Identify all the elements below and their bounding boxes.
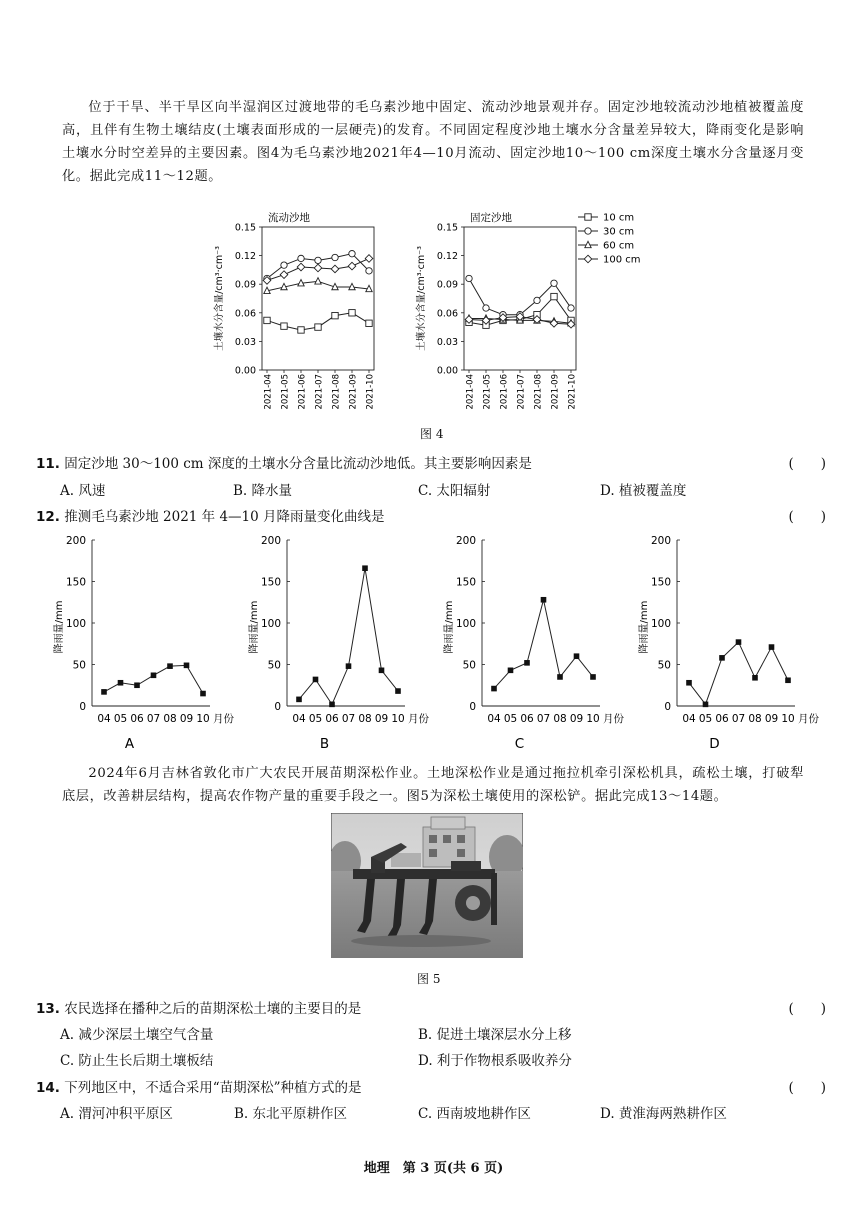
question-14-text: 下列地区中，不适合采用“苗期深松”种植方式的是 xyxy=(64,1080,362,1096)
soil-chart-1-point xyxy=(466,275,472,281)
rain-chart-3-ytick-label: 50 xyxy=(657,659,671,672)
intro-paragraph-2: 2024年6月吉林省敦化市广大农民开展苗期深松作业。土地深松作业是通过拖拉机牵引深松机具，疏松土壤，打破犁底层，改善耕层结构，提高农作物产量的重要手段之一。图5为深松土壤使用的深松铲。据此完成13～14题。 xyxy=(62,766,804,804)
rain-chart-0-xtick-label: 06 xyxy=(130,713,144,725)
rain-chart-0-point xyxy=(118,680,124,686)
soil-chart-0-xtick-label: 2021-07 xyxy=(314,374,325,410)
question-13-option-b[interactable]: B. 促进土壤深层水分上移 xyxy=(418,1027,572,1043)
soil-chart-1-ytick-label: 0.00 xyxy=(436,365,458,377)
rain-chart-0-xtick-label: 07 xyxy=(146,713,161,725)
rain-chart-0-ylabel: 降雨量/mm xyxy=(54,600,65,654)
soil-chart-0-point xyxy=(315,278,321,284)
question-14-answer-blank: ( ) xyxy=(788,1080,826,1096)
soil-chart-1-xtick-label: 2021-05 xyxy=(482,374,493,410)
question-13-answer-blank: ( ) xyxy=(788,1001,826,1017)
question-11-option-a[interactable]: A. 风速 xyxy=(60,483,106,499)
rain-chart-3-point xyxy=(736,639,742,645)
soil-chart-0-xtick-label: 2021-04 xyxy=(263,374,274,410)
rain-chart-2-line xyxy=(494,600,593,689)
figure-4-soil-moisture-charts xyxy=(210,205,660,420)
soil-chart-0-point xyxy=(281,323,287,329)
rain-chart-2-point xyxy=(574,653,580,659)
soil-chart-0-point xyxy=(298,255,304,261)
rain-chart-1-ytick-label: 100 xyxy=(260,618,281,630)
soil-chart-1-point xyxy=(550,319,558,327)
rain-chart-3-xtick-label: 05 xyxy=(698,713,713,725)
rain-chart-3-line xyxy=(689,642,788,704)
soil-chart-0-xtick-label: 2021-08 xyxy=(331,374,342,410)
question-11-text: 固定沙地 30～100 cm 深度的土壤水分含量比流动沙地低。其主要影响因素是 xyxy=(64,456,532,472)
rain-chart-2-ytick-label: 50 xyxy=(462,659,476,672)
soil-chart-1-xtick-label: 2021-04 xyxy=(465,374,476,410)
question-13-option-c[interactable]: C. 防止生长后期土壤板结 xyxy=(60,1053,214,1069)
rain-chart-0-point xyxy=(151,672,157,678)
rain-chart-1-point xyxy=(329,702,335,708)
rain-chart-3-xtick-label: 08 xyxy=(748,713,762,725)
rain-chart-3-xtick-label: 09 xyxy=(764,713,779,725)
rain-chart-0-point xyxy=(184,663,190,669)
question-14-option-a[interactable]: A. 渭河冲积平原区 xyxy=(60,1106,173,1122)
rain-chart-1-ytick-label: 0 xyxy=(274,701,281,713)
rain-chart-0-ytick-label: 150 xyxy=(65,576,86,589)
soil-chart-0-xtick-label: 2021-05 xyxy=(280,374,291,410)
soil-chart-0-point xyxy=(365,255,373,263)
legend-label: 60 cm xyxy=(603,240,635,252)
question-13-number: 13. xyxy=(36,1001,60,1017)
rain-chart-0-xtick-label: 10 xyxy=(196,713,210,725)
question-12-number: 12. xyxy=(36,509,60,525)
rain-chart-1-point xyxy=(313,677,319,683)
rain-chart-3-option-label: D xyxy=(709,736,720,752)
rain-chart-2-point xyxy=(541,597,547,603)
rain-chart-1-ylabel: 降雨量/mm xyxy=(249,600,260,654)
rain-chart-1-point xyxy=(296,697,302,703)
soil-chart-1-point xyxy=(551,293,557,299)
soil-chart-0-ylabel: 土壤水分含量/cm³·cm⁻³ xyxy=(214,246,225,351)
question-14-option-c[interactable]: C. 西南坡地耕作区 xyxy=(418,1106,531,1122)
rain-chart-1-ytick-label: 200 xyxy=(260,535,281,547)
legend-marker xyxy=(585,228,591,234)
soil-chart-0-point xyxy=(280,271,288,279)
rain-chart-0-line xyxy=(104,665,203,693)
soil-chart-0-point xyxy=(315,257,321,263)
rain-chart-3-xunit: 月份 xyxy=(798,713,819,725)
question-11-option-b[interactable]: B. 降水量 xyxy=(233,483,293,499)
rain-chart-1-option-label: B xyxy=(319,736,330,752)
figure-5-caption: 图 5 xyxy=(417,972,441,986)
rain-chart-2-xtick-label: 07 xyxy=(536,713,551,725)
soil-chart-0-point xyxy=(281,262,287,268)
rain-chart-3-point xyxy=(686,680,692,686)
soil-chart-0-point xyxy=(332,254,338,260)
rain-chart-2-xunit: 月份 xyxy=(603,713,624,725)
question-11-option-c[interactable]: C. 太阳辐射 xyxy=(418,483,491,499)
rain-chart-3-point xyxy=(769,644,775,650)
rain-chart-1-point xyxy=(379,668,385,674)
question-12 xyxy=(36,505,826,525)
legend-marker xyxy=(584,255,592,263)
rain-chart-0-point xyxy=(167,663,173,669)
figure-5-subsoiler-photo xyxy=(331,813,523,958)
rain-chart-0-option-label: A xyxy=(124,736,135,752)
rain-chart-2-xtick-label: 08 xyxy=(553,713,567,725)
rain-chart-2-point xyxy=(590,674,596,680)
page-footer: 地理 第 3 页(共 6 页) xyxy=(363,1161,504,1176)
legend-label: 30 cm xyxy=(603,226,635,238)
rain-chart-2-xtick-label: 09 xyxy=(569,713,584,725)
rain-chart-2-point xyxy=(557,674,563,680)
soil-chart-0-point xyxy=(366,268,372,274)
soil-chart-0-frame xyxy=(262,227,374,370)
soil-chart-0-ytick-label: 0.06 xyxy=(234,308,256,320)
rain-chart-0-ytick-label: 0 xyxy=(79,701,86,713)
rain-chart-1-xtick-label: 10 xyxy=(391,713,405,725)
intro-paragraph-1: 位于干旱、半干旱区向半湿润区过渡地带的毛乌素沙地中固定、流动沙地景观并存。固定沙地较流动沙地植被覆盖度高，且伴有生物土壤结皮(土壤表面形成的一层硬壳)的发育。不同固定程度沙地土壤水分含量差异较大，降雨变化是影响土壤水分时空差异的主要因素。图4为毛乌素沙地2021年4—10月流动、固定沙地10～100 cm深度土壤水分含量逐月变化。据此完成11～12题。 xyxy=(62,100,804,184)
soil-chart-1-xtick-label: 2021-10 xyxy=(567,374,578,410)
soil-chart-1-xtick-label: 2021-06 xyxy=(499,374,510,410)
rain-chart-0-ytick-label: 100 xyxy=(65,618,86,630)
soil-chart-0-point xyxy=(349,310,355,316)
rain-chart-0-xtick-label: 09 xyxy=(179,713,194,725)
rain-chart-1-point xyxy=(362,565,368,571)
rain-chart-2-point xyxy=(524,660,530,666)
question-11-answer-blank: ( ) xyxy=(788,456,826,472)
rain-chart-2-ytick-label: 0 xyxy=(469,701,476,713)
question-13 xyxy=(36,997,826,1017)
soil-chart-0-point xyxy=(349,250,355,256)
rain-chart-1-point xyxy=(346,663,352,669)
soil-chart-1-xtick-label: 2021-09 xyxy=(550,374,561,410)
soil-chart-1-title: 固定沙地 xyxy=(470,212,512,224)
question-11-number: 11. xyxy=(36,456,60,472)
question-11-option-d[interactable]: D. 植被覆盖度 xyxy=(600,483,687,499)
rain-chart-3-point xyxy=(752,675,758,681)
soil-chart-0-point xyxy=(366,320,372,326)
soil-chart-1-ylabel: 土壤水分含量/cm³·cm⁻³ xyxy=(416,246,427,351)
rain-chart-1-xtick-label: 09 xyxy=(374,713,389,725)
rain-chart-1-xtick-label: 08 xyxy=(358,713,372,725)
rain-chart-2-option-label: C xyxy=(514,736,525,752)
rain-chart-3-xtick-label: 10 xyxy=(781,713,795,725)
rain-chart-3-ylabel: 降雨量/mm xyxy=(639,600,650,654)
soil-chart-0-point xyxy=(314,264,322,272)
rain-chart-2-point xyxy=(491,686,497,692)
rain-chart-2-ytick-label: 200 xyxy=(455,535,476,547)
rain-chart-3-ytick-label: 100 xyxy=(650,618,671,630)
rain-chart-0-xtick-label: 08 xyxy=(163,713,177,725)
rain-chart-3-ytick-label: 0 xyxy=(664,701,671,713)
soil-chart-0-point xyxy=(331,265,339,273)
rain-chart-0-ytick-label: 50 xyxy=(72,659,86,672)
soil-chart-0-point xyxy=(348,262,356,270)
question-13-text: 农民选择在播种之后的苗期深松土壤的主要目的是 xyxy=(64,1001,362,1017)
soil-chart-1-ytick-label: 0.15 xyxy=(436,222,458,234)
rain-chart-2-xtick-label: 04 xyxy=(487,713,501,725)
soil-chart-0-ytick-label: 0.09 xyxy=(234,279,256,291)
rain-chart-0-ytick-label: 200 xyxy=(65,535,86,547)
rain-chart-1-ytick-label: 50 xyxy=(267,659,281,672)
rain-chart-3-point xyxy=(785,677,791,683)
question-14-option-d[interactable]: D. 黄淮海两熟耕作区 xyxy=(600,1106,727,1122)
rain-chart-3-xtick-label: 06 xyxy=(715,713,729,725)
rain-chart-1-xtick-label: 05 xyxy=(308,713,323,725)
soil-chart-0-point xyxy=(297,263,305,271)
soil-chart-0-point xyxy=(315,324,321,330)
rain-chart-3-ytick-label: 200 xyxy=(650,535,671,547)
rain-chart-0-point xyxy=(134,682,140,688)
rain-chart-2-xtick-label: 10 xyxy=(586,713,600,725)
rain-chart-0-xunit: 月份 xyxy=(213,713,234,725)
soil-chart-0-title: 流动沙地 xyxy=(268,212,310,224)
legend-label: 10 cm xyxy=(603,212,635,224)
soil-chart-1-ytick-label: 0.06 xyxy=(436,308,458,320)
question-12-answer-blank: ( ) xyxy=(788,509,826,525)
soil-chart-0-point xyxy=(264,317,270,323)
rain-chart-3-point xyxy=(703,702,709,708)
soil-chart-0-point xyxy=(332,312,338,318)
soil-chart-1-ytick-label: 0.03 xyxy=(436,336,458,348)
rain-chart-1-ytick-label: 150 xyxy=(260,576,281,589)
soil-chart-1-point xyxy=(568,305,574,311)
rain-chart-0-point xyxy=(101,689,107,695)
soil-chart-0-xtick-label: 2021-09 xyxy=(348,374,359,410)
soil-chart-1-xtick-label: 2021-08 xyxy=(533,374,544,410)
question-12-text: 推测毛乌素沙地 2021 年 4—10 月降雨量变化曲线是 xyxy=(64,509,385,525)
question-14 xyxy=(36,1076,826,1096)
rain-chart-3-xtick-label: 04 xyxy=(682,713,696,725)
rain-chart-1-point xyxy=(395,688,401,694)
rain-chart-1-xtick-label: 04 xyxy=(292,713,306,725)
rainfall-chart-options xyxy=(40,528,840,753)
soil-chart-0-ytick-label: 0.12 xyxy=(234,251,256,263)
rain-chart-1-xtick-label: 06 xyxy=(325,713,339,725)
rain-chart-1-line xyxy=(299,568,398,704)
rain-chart-2-ylabel: 降雨量/mm xyxy=(444,600,455,654)
rain-chart-1-xunit: 月份 xyxy=(408,713,429,725)
soil-chart-1-ytick-label: 0.09 xyxy=(436,279,458,291)
rain-chart-2-ytick-label: 150 xyxy=(455,576,476,589)
question-11 xyxy=(36,452,826,472)
rain-chart-3-point xyxy=(719,655,725,661)
soil-chart-0-ytick-label: 0.03 xyxy=(234,336,256,348)
soil-chart-1-point xyxy=(534,297,540,303)
legend-label: 100 cm xyxy=(603,254,641,266)
rain-chart-2-xtick-label: 05 xyxy=(503,713,518,725)
rain-chart-3-ytick-label: 150 xyxy=(650,576,671,589)
soil-chart-1-ytick-label: 0.12 xyxy=(436,251,458,263)
soil-chart-1-point xyxy=(483,305,489,311)
soil-chart-0-ytick-label: 0.00 xyxy=(234,365,256,377)
rain-chart-2-xtick-label: 06 xyxy=(520,713,534,725)
rain-chart-2-ytick-label: 100 xyxy=(455,618,476,630)
soil-chart-0-point xyxy=(298,327,304,333)
soil-chart-1-xtick-label: 2021-07 xyxy=(516,374,527,410)
rain-chart-1-xtick-label: 07 xyxy=(341,713,356,725)
soil-chart-0-ytick-label: 0.15 xyxy=(234,222,256,234)
question-14-number: 14. xyxy=(36,1080,60,1096)
rain-chart-0-xtick-label: 04 xyxy=(97,713,111,725)
figure-4-caption: 图 4 xyxy=(420,427,444,441)
soil-chart-0-xtick-label: 2021-06 xyxy=(297,374,308,410)
question-13-option-d[interactable]: D. 利于作物根系吸收养分 xyxy=(418,1053,572,1069)
soil-chart-1-point xyxy=(551,280,557,286)
rain-chart-0-xtick-label: 05 xyxy=(113,713,128,725)
rain-chart-3-xtick-label: 07 xyxy=(731,713,746,725)
question-13-option-a[interactable]: A. 减少深层土壤空气含量 xyxy=(60,1027,214,1043)
legend-marker xyxy=(585,214,591,220)
rain-chart-0-point xyxy=(200,691,206,697)
soil-chart-0-xtick-label: 2021-10 xyxy=(365,374,376,410)
rain-chart-2-point xyxy=(508,668,514,674)
question-14-option-b[interactable]: B. 东北平原耕作区 xyxy=(234,1106,348,1122)
